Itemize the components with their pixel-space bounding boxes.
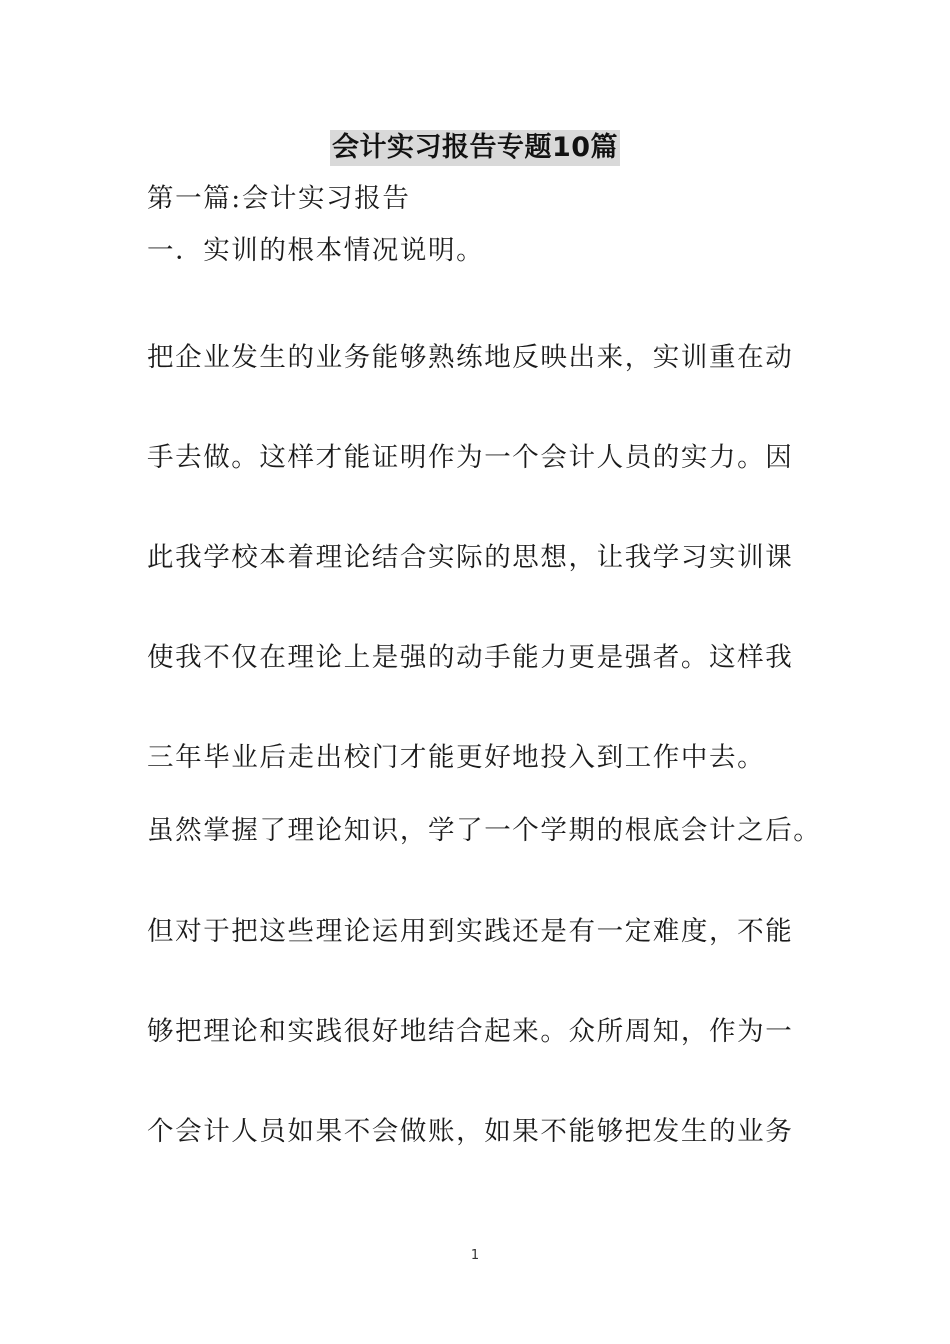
paragraph-line: 个会计人员如果不会做账，如果不能够把发生的业务 <box>147 1116 794 1147</box>
title-container <box>0 130 950 166</box>
section-heading: 第一篇:会计实习报告 <box>147 183 411 214</box>
paragraph-line: 使我不仅在理论上是强的动手能力更是强者。这样我 <box>147 642 794 673</box>
page-number: 1 <box>470 1248 480 1263</box>
paragraph-line: 但对于把这些理论运用到实践还是有一定难度，不能 <box>147 916 794 947</box>
document-title: 会计实习报告专题10篇 <box>330 130 620 166</box>
paragraph-line: 虽然掌握了理论知识，学了一个学期的根底会计之后。 <box>147 815 822 846</box>
paragraph-line: 三年毕业后走出校门才能更好地投入到工作中去。 <box>147 742 766 773</box>
paragraph-line: 手去做。这样才能证明作为一个会计人员的实力。因 <box>147 442 794 473</box>
paragraph-line: 把企业发生的业务能够熟练地反映出来，实训重在动 <box>147 342 794 373</box>
paragraph-line: 够把理论和实践很好地结合起来。众所周知，作为一 <box>147 1016 794 1047</box>
subsection-heading: 一．实训的根本情况说明。 <box>147 235 485 266</box>
paragraph-line: 此我学校本着理论结合实际的思想，让我学习实训课 <box>147 542 794 573</box>
